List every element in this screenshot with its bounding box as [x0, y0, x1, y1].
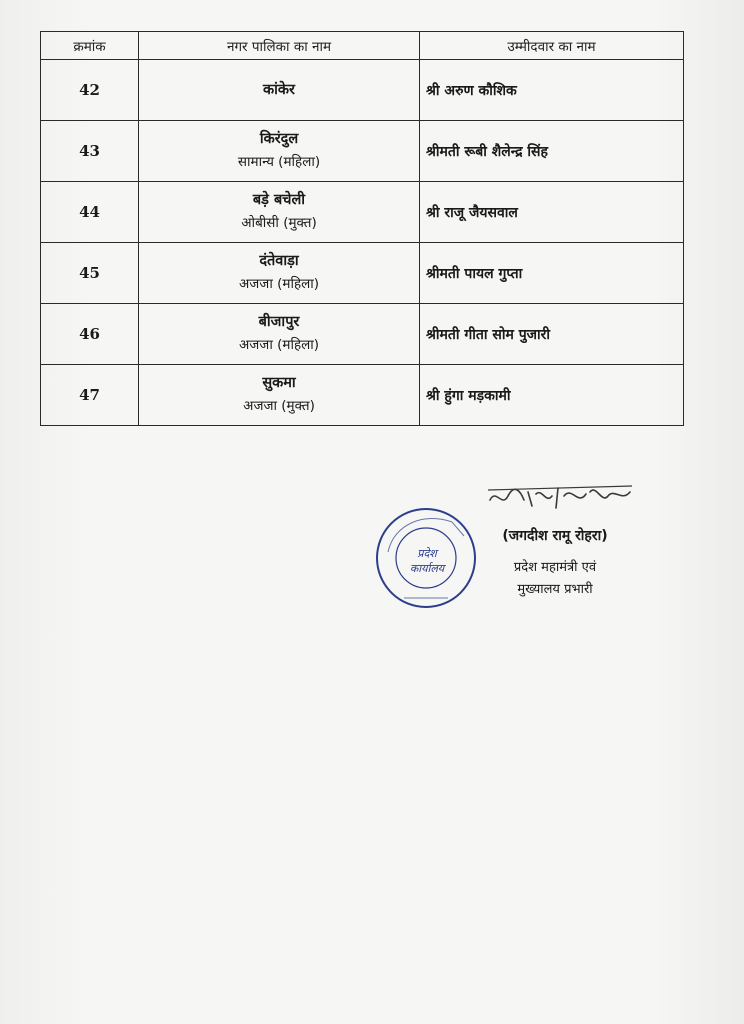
reservation-category: अजजा (महिला) [238, 337, 320, 353]
reservation-category: सामान्य (महिला) [237, 154, 321, 170]
candidate-cell: श्रीमती गीता सोम पुजारी [420, 304, 684, 365]
table-row [41, 365, 684, 426]
serial-cell: 47 [41, 365, 139, 426]
candidate-cell: श्रीमती पायल गुप्ता [420, 243, 684, 304]
municipality-name: सुकमा [262, 375, 296, 391]
municipality-name: कांकेर [263, 82, 295, 98]
handwritten-signature [486, 478, 636, 518]
designation-line-1: प्रदेश महामंत्री एवं [513, 560, 597, 575]
candidate-cell: श्रीमती रूबी शैलेन्द्र सिंह [420, 121, 684, 182]
municipality-cell [139, 243, 420, 304]
candidate-table [40, 31, 684, 426]
table-row [41, 60, 684, 121]
serial-cell: 44 [41, 182, 139, 243]
municipality-name: बड़े बचेली [252, 192, 306, 208]
table-row [41, 243, 684, 304]
table-row [41, 182, 684, 243]
municipality-name: बीजापुर [258, 314, 300, 330]
header-municipality: नगर पालिका का नाम [139, 32, 420, 60]
table-row [41, 304, 684, 365]
table-row [41, 121, 684, 182]
municipality-cell [139, 60, 420, 121]
municipality-cell [139, 121, 420, 182]
municipality-name: दंतेवाड़ा [259, 253, 299, 269]
seal-line-1: प्रदेश [417, 547, 437, 560]
municipality-cell [139, 182, 420, 243]
header-candidate: उम्मीदवार का नाम [420, 32, 684, 60]
signatory-name: (जगदीश रामू रोहरा) [502, 528, 608, 544]
seal-inner-text [400, 546, 454, 576]
reservation-category: ओबीसी (मुक्त) [241, 215, 317, 231]
municipality-cell [139, 304, 420, 365]
header-serial: क्रमांक [41, 32, 139, 60]
candidate-cell: श्री राजू जैयसवाल [420, 182, 684, 243]
candidate-cell: श्री अरुण कौशिक [420, 60, 684, 121]
serial-cell: 43 [41, 121, 139, 182]
serial-cell: 45 [41, 243, 139, 304]
serial-cell: 42 [41, 60, 139, 121]
designation-line-2: मुख्यालय प्रभारी [517, 582, 593, 597]
serial-cell: 46 [41, 304, 139, 365]
municipality-name: किरंदुल [259, 131, 299, 147]
reservation-category: अजजा (महिला) [238, 276, 320, 292]
signatory-designation [470, 557, 640, 601]
seal-line-2: कार्यालय [409, 562, 445, 575]
candidate-cell: श्री हुंगा मड़कामी [420, 365, 684, 426]
reservation-category: अजजा (मुक्त) [243, 398, 315, 414]
municipality-cell [139, 365, 420, 426]
table-header-row [41, 32, 684, 60]
